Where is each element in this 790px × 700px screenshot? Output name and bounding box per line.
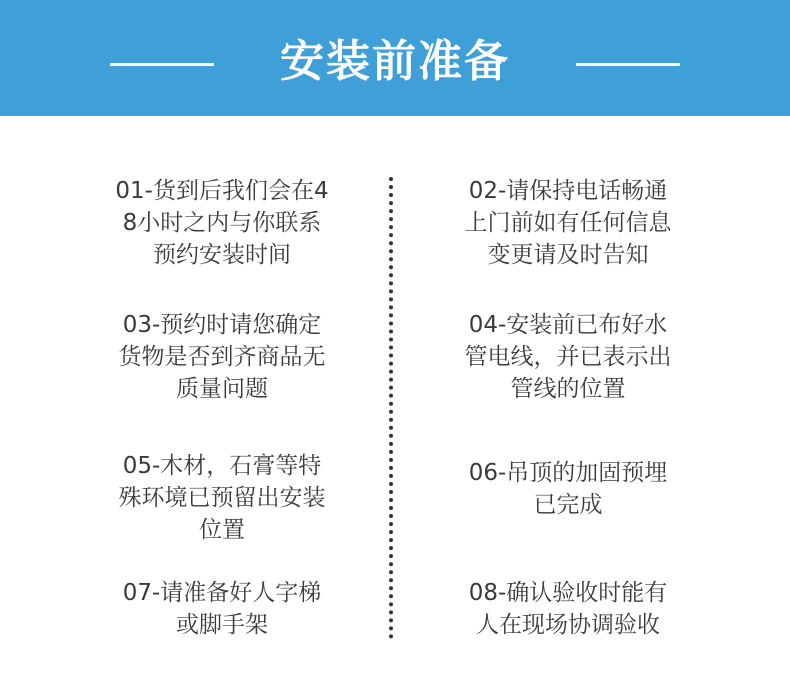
page-title: 安装前准备 <box>280 36 510 87</box>
step-03: 03-预约时请您确定 货物是否到齐商品无 质量问题 <box>118 312 326 402</box>
step-06: 06-吊顶的加固预埋 已完成 <box>468 460 668 518</box>
step-02: 02-请保持电话畅通 上门前如有任何信息 变更请及时告知 <box>464 178 672 268</box>
header-banner <box>0 0 790 116</box>
header-decor-line-right <box>576 63 680 66</box>
center-dotted-divider <box>389 177 393 639</box>
step-08: 08-确认验收时能有 人在现场协调验收 <box>468 580 668 638</box>
step-04: 04-安装前已布好水 管电线，并已表示出 管线的位置 <box>464 312 672 402</box>
step-05: 05-木材，石膏等特 殊环境已预留出安装 位置 <box>118 453 326 543</box>
step-01: 01-货到后我们会在4 8小时之内与你联系 预约安装时间 <box>115 178 329 268</box>
step-07: 07-请准备好人字梯 或脚手架 <box>122 580 322 638</box>
